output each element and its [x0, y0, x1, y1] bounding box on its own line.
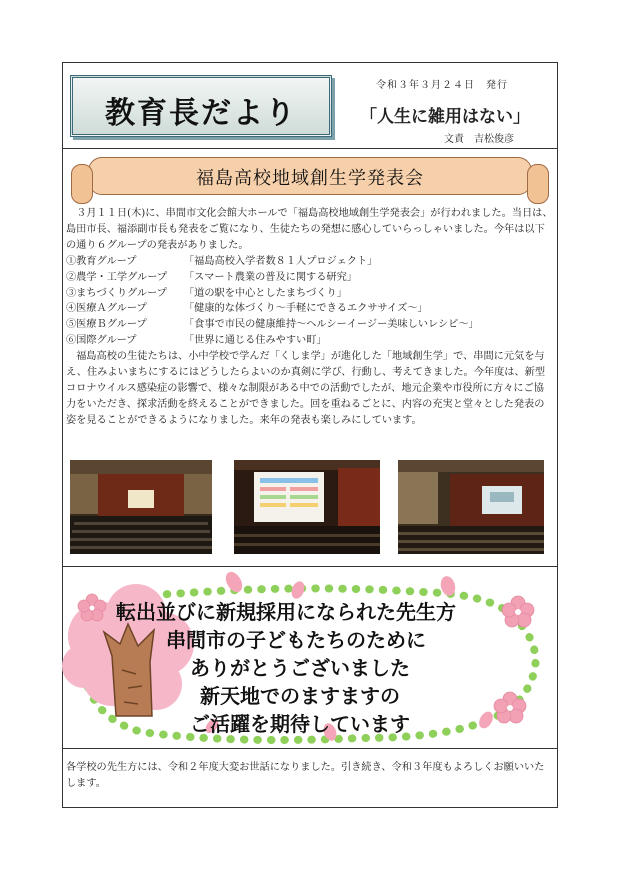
- group-topic: 「道の駅を中心としたまちづくり」: [184, 287, 347, 299]
- group-name: ⑥国際グループ: [66, 335, 137, 347]
- hall-photo-2: [234, 460, 380, 554]
- list-item: [66, 301, 554, 317]
- group-list: [66, 254, 554, 349]
- hall-photo-1: [70, 460, 212, 554]
- farewell-line: 新天地でのますますの: [200, 684, 400, 708]
- group-topic: 「世界に通じる住みやすい町」: [184, 335, 327, 347]
- newsletter-title-box: [70, 75, 332, 137]
- article-banner: [88, 157, 532, 195]
- article-closing: 福島高校の生徒たちは、小中学校で学んだ「くしま学」が進化した「地域創生学」で、串間に元気を与え、住みよいまちにするにはどうしたらよいのか真剣に学び、行動し、考えてきました。今年度は、新型コロナウイルス感染症の影響で、様々な制限がある中での活動でしたが、地元企業や市役所に方々にご協力をいただき、探求活動を終えることができました。回を重ねるごとに、内容の充実と堂々とした発表の姿を見ることができるようになりました。来年の発表も楽しみにしています。: [66, 351, 546, 426]
- group-name: ④医療Ａグループ: [66, 303, 147, 315]
- list-item: [66, 317, 554, 333]
- group-name: ③まちづくりグループ: [66, 287, 167, 299]
- header-divider: [62, 148, 558, 149]
- list-item: [66, 333, 554, 349]
- issue-date: 令和３年３月２４日 発行: [376, 80, 508, 91]
- newsletter-title: 教育長だより: [105, 96, 297, 131]
- group-topic: 「福島高校入学者数８１人プロジェクト」: [184, 255, 378, 267]
- footer-message: 各学校の先生方には、令和２年度大変お世話になりました。引き続き、令和３年度もよろしくお願いいたします。: [66, 762, 545, 789]
- article-intro: ３月１１日(木)に、串間市文化会館大ホールで「福島高校地域創生学発表会」が行われました。当日は、島田市長、福添副市長も発表をご覧になり、生徒たちの発想に感心していらっしゃいました。今年は以下の通り６グループの発表がありました。: [66, 208, 553, 251]
- article-heading: 福島高校地域創生学発表会: [196, 168, 424, 189]
- farewell-line: ありがとうございました: [190, 656, 410, 680]
- group-topic: 「食事で市民の健康維持～ヘルシーイージー美味しいレシピ～」: [184, 319, 479, 331]
- hall-photo-3: [398, 460, 544, 554]
- list-item: [66, 270, 554, 286]
- farewell-line: ご活躍を期待しています: [190, 712, 410, 736]
- list-item: [66, 254, 554, 270]
- group-name: ⑤医療Ｂグループ: [66, 319, 147, 331]
- column-title: 「人生に雑用はない」: [360, 107, 530, 127]
- farewell-line: 串間市の子どもたちのために: [166, 628, 426, 652]
- list-item: [66, 286, 554, 302]
- group-topic: 「スマート農業の普及に関する研究」: [184, 271, 357, 283]
- group-name: ①教育グループ: [66, 255, 137, 267]
- farewell-section: [62, 566, 558, 748]
- author: 文責 吉松俊彦: [444, 134, 514, 145]
- message-divider: [62, 748, 558, 749]
- article-body: [66, 206, 554, 429]
- group-topic: 「健康的な体づくり～手軽にできるエクササイズ～」: [184, 303, 428, 315]
- group-name: ②農学・工学グループ: [66, 271, 168, 283]
- farewell-line: 転出並びに新規採用になられた先生方: [116, 600, 456, 624]
